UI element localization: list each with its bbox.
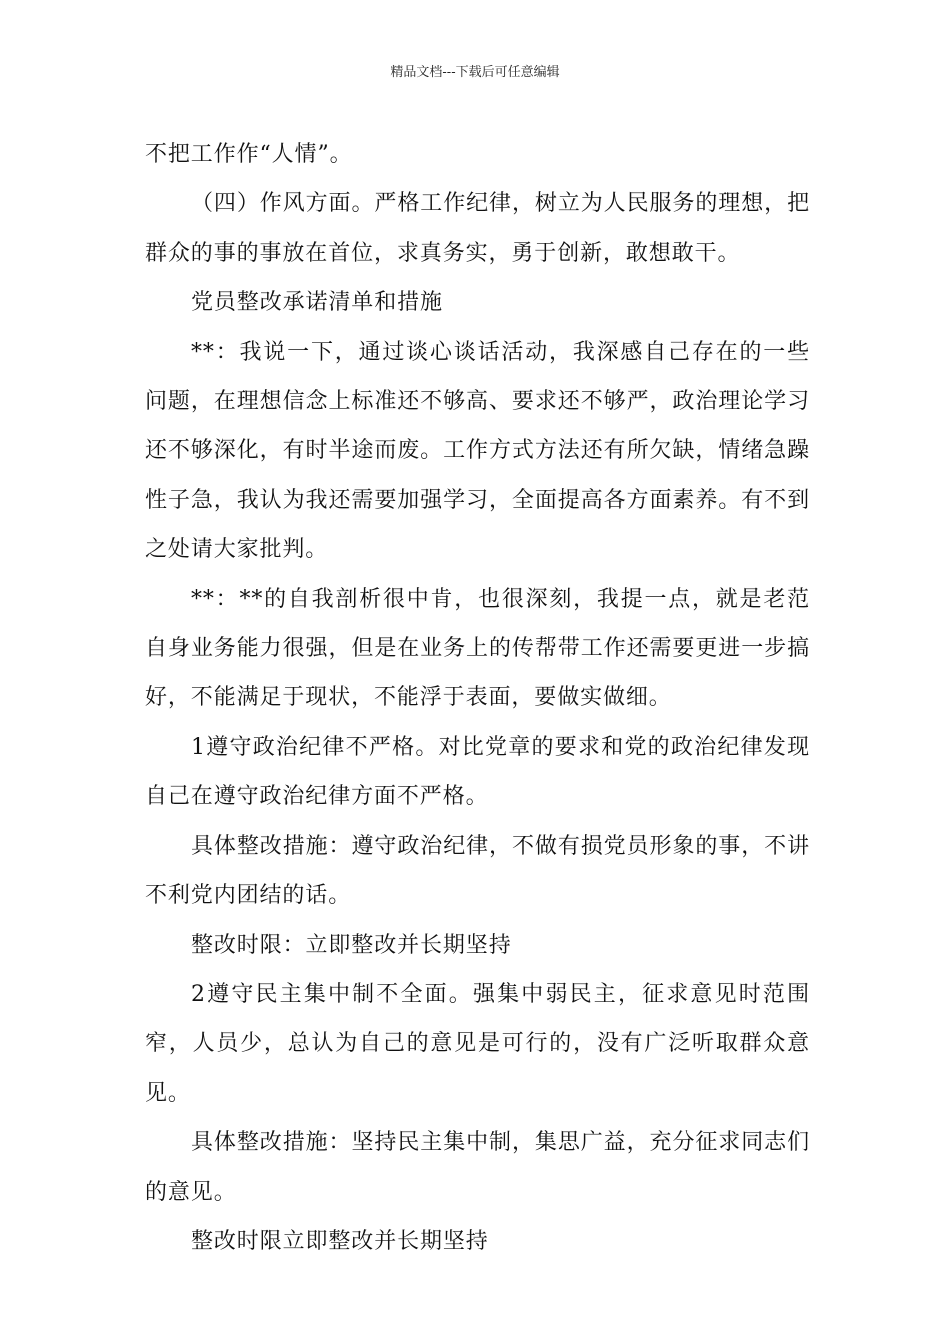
paragraph-3: **：我说一下，通过谈心谈话活动，我深感自己存在的一些问题，在理想信念上标准还不够高、要求还不够严，政治理论学习还不够深化，有时半途而废。工作方式方法还有所欠缺，情绪急躁性子急，我认为我还需要加强学习，全面提高各方面素养。有不到之处请大家批判。: [145, 339, 810, 563]
paragraph-6: 具体整改措施：遵守政治纪律，不做有损党员形象的事，不讲不利党内团结的话。: [145, 833, 810, 909]
paragraph-4: **：**的自我剖析很中肯，也很深刻，我提一点，就是老范自身业务能力很强，但是在业务上的传帮带工作还需要更进一步搞好，不能满足于现状，不能浮于表面，要做实做细。: [145, 586, 810, 711]
paragraph-8: 2遵守民主集中制不全面。强集中弱民主，征求意见时范围窄，人员少，总认为自己的意见是可行的，没有广泛听取群众意见。: [145, 981, 810, 1106]
paragraph-2: （四）作风方面。严格工作纪律，树立为人民服务的理想，把群众的事的事放在首位，求真务实，勇于创新，敢想敢干。: [145, 191, 810, 266]
page-header: 精品文档---下载后可任意编辑: [390, 65, 560, 80]
section-heading: 党员整改承诺清单和措施: [191, 290, 443, 316]
paragraph-9: 具体整改措施：坚持民主集中制，集思广益，充分征求同志们的意见。: [145, 1130, 810, 1205]
paragraph-5: 1遵守政治纪律不严格。对比党章的要求和党的政治纪律发现自己在遵守政治纪律方面不严格。: [145, 734, 810, 810]
paragraph-1: 不把工作作“人情”。: [145, 142, 353, 167]
paragraph-7: 整改时限：立即整改并长期坚持: [191, 932, 512, 958]
document-body: [145, 130, 810, 1266]
paragraph-10: 整改时限立即整改并长期坚持: [191, 1228, 489, 1254]
